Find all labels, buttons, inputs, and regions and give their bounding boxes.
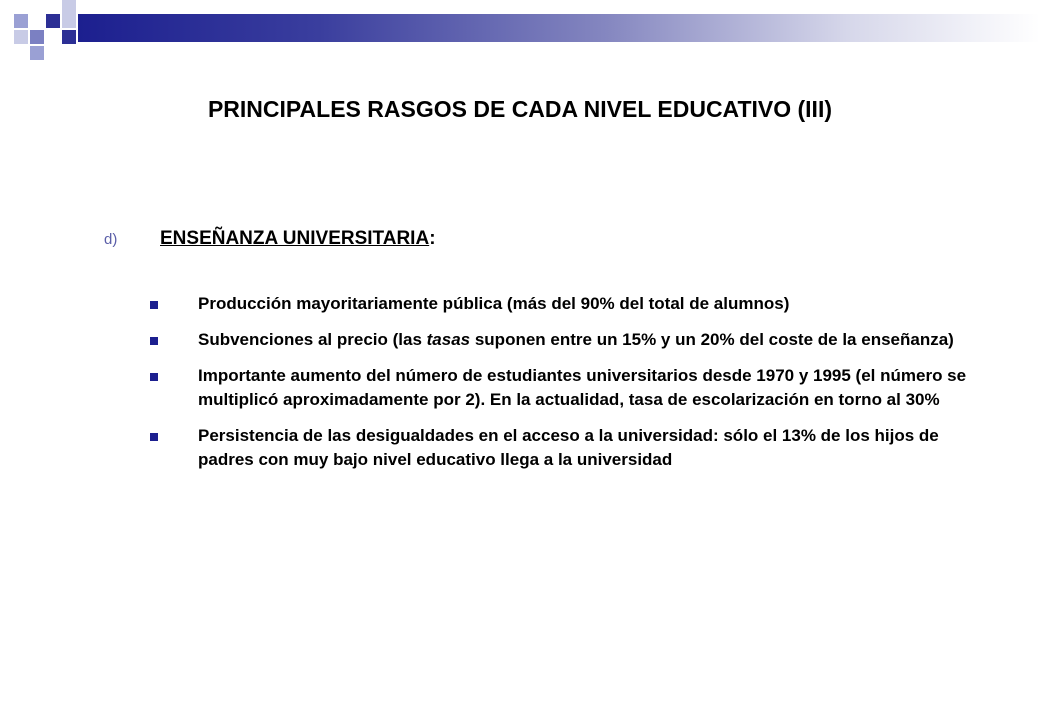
header-gradient-bar	[78, 14, 1040, 42]
decor-square	[62, 0, 76, 28]
bullet-item	[150, 364, 980, 412]
section-title-text: ENSEÑANZA UNIVERSITARIA	[160, 228, 430, 249]
bullet-list	[150, 292, 980, 484]
decor-square	[30, 14, 44, 28]
decor-square	[30, 30, 44, 44]
section-heading	[104, 228, 436, 250]
bullet-text: Importante aumento del número de estudiantes universitarios desde 1970 y 1995 (el número se multiplicó aproximadamente por 2). En la actualidad, tasa de escolarización en torno al 30%	[198, 366, 967, 409]
bullet-text-part: Subvenciones al precio (las	[198, 330, 427, 349]
bullet-text	[198, 330, 954, 349]
square-bullet-icon	[150, 301, 158, 309]
square-bullet-icon	[150, 433, 158, 441]
slide-title: PRINCIPALES RASGOS DE CADA NIVEL EDUCATIVO (III)	[207, 96, 833, 122]
bullet-item	[150, 328, 980, 352]
bullet-item	[150, 292, 980, 316]
section-title	[160, 228, 436, 250]
decor-square	[30, 46, 44, 60]
decor-square	[62, 30, 76, 44]
decor-square	[14, 14, 28, 28]
bullet-text: Persistencia de las desigualdades en el acceso a la universidad: sólo el 13% de los hijos de padres con muy bajo nivel educativo llega a la universidad	[198, 426, 939, 469]
decor-square	[14, 30, 28, 44]
square-bullet-icon	[150, 337, 158, 345]
section-title-suffix: :	[429, 228, 436, 249]
decor-square	[46, 14, 60, 28]
bullet-text-part: suponen entre un 15% y un 20% del coste de la enseñanza)	[470, 330, 954, 349]
bullet-text: Producción mayoritariamente pública (más del 90% del total de alumnos)	[198, 294, 790, 313]
bullet-text-emphasis: tasas	[426, 330, 471, 349]
bullet-item	[150, 424, 980, 472]
section-marker: d)	[104, 231, 118, 248]
square-bullet-icon	[150, 373, 158, 381]
